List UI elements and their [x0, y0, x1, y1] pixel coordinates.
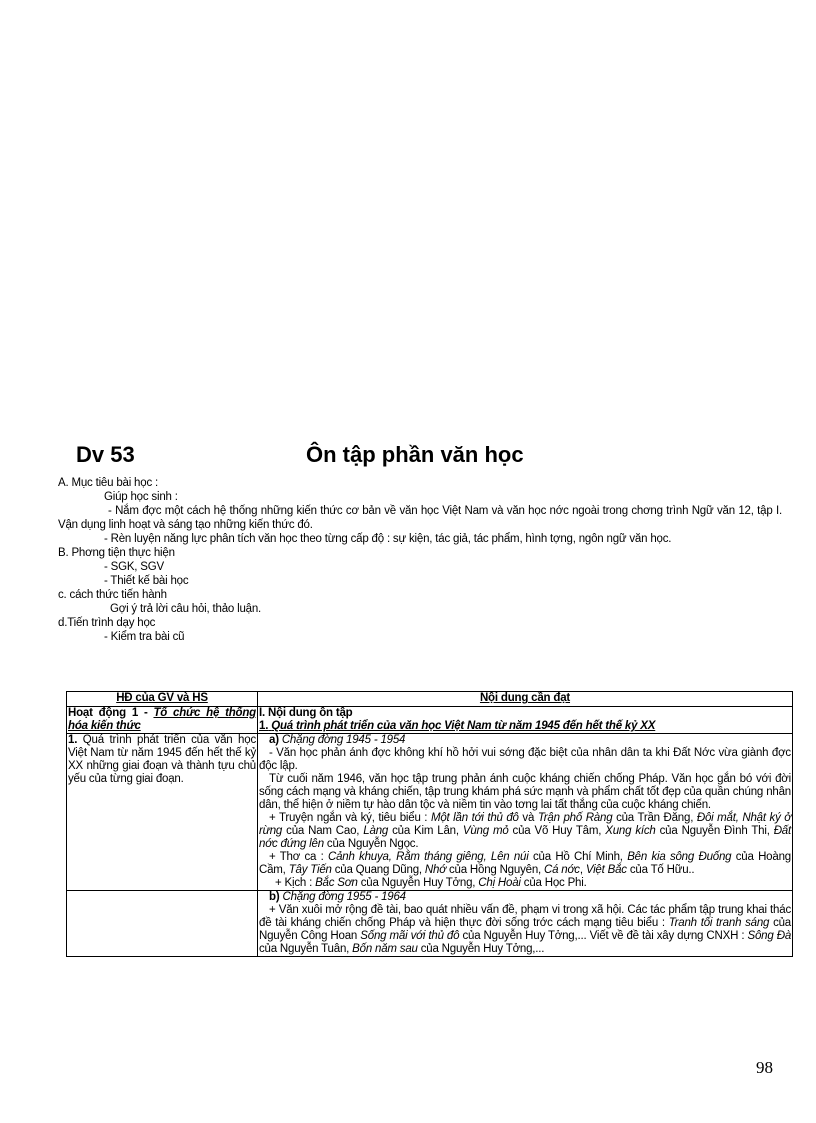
genre-label: + Văn xuôi mở rộng đề tài, bao quát nhiều vấn đề, phạm vi trong xã hội. Các tác phẩm tập trung khai thác đề tài kháng chiến chống Pháp và hiện thực đời sống trớc cách mạng tiêu biểu :	[259, 904, 791, 929]
activity-title: Tổ chức hệ thống hóa kiến thức	[68, 707, 256, 732]
text-fragment: của Võ Huy Tâm,	[512, 825, 602, 837]
text-fragment: của Nguyễn Tuân,	[259, 943, 350, 955]
text-fragment: của Quang Dũng,	[334, 864, 422, 876]
work-title: Đôi mắt, Nhật ký ở rừng	[259, 812, 792, 837]
subsection-heading: Quá trình phát triển của văn học Việt Nam từ năm 1945 đến hết thế kỷ XX	[271, 720, 656, 732]
work-title: Một lần tới thủ đô	[430, 812, 519, 824]
work-title: Bắc Sơn	[315, 877, 358, 889]
lesson-intro	[58, 476, 782, 644]
section-a-item: - Rèn luyện năng lực phân tích văn học theo từng cấp độ : sự kiện, tác giả, tác phẩm, hình tợng, ngôn ngữ văn học.	[104, 533, 672, 545]
text-fragment: của Hoàng Cầm,	[259, 851, 791, 876]
text-fragment: của Nguyễn Huy Tởng,... Viết về đề tài xây dựng CNXH :	[462, 930, 745, 942]
text-fragment: của Học Phi.	[523, 877, 587, 889]
section-heading: I. Nội dung ôn tập	[259, 707, 353, 719]
content-cell	[258, 707, 793, 734]
lesson-code: Dv 53	[76, 442, 135, 467]
work-title: Nhớ	[424, 864, 446, 876]
content-paragraph	[259, 904, 791, 956]
text-fragment: của Hồ Chí Minh,	[532, 851, 623, 863]
work-title: Làng	[363, 825, 389, 837]
activity-label: Hoạt động 1 -	[68, 707, 148, 719]
content-paragraph: Từ cuối năm 1946, văn học tập trung phản ánh cuộc kháng chiến chống Pháp. Văn học gắn bó với đời sống cách mạng và kháng chiến, tập trung khám phá sức mạnh và phẩm chất tốt đẹp của quần chúng nhân dân, thể hiện ở niềm tự hào dân tộc và niềm tin vào tơng lai tất thắng của cuộc kháng chiến.	[259, 773, 791, 811]
work-title: Bên kia sông Đuống	[627, 851, 732, 863]
section-b-item: - Thiết kế bài học	[104, 575, 189, 587]
work-title: Việt Bắc	[585, 864, 627, 876]
content-paragraph	[259, 877, 791, 890]
activity-cell	[67, 891, 258, 957]
text-fragment: của Tố Hữu..	[629, 864, 695, 876]
genre-label: + Thơ ca :	[269, 851, 324, 863]
section-d-item: - Kiểm tra bài cũ	[104, 631, 185, 643]
content-cell	[258, 734, 793, 891]
text-fragment: của Nam Cao,	[286, 825, 360, 837]
text-fragment: ,	[579, 864, 583, 876]
genre-label: + Truyện ngắn và ký, tiêu biểu :	[269, 812, 428, 824]
section-a-heading: A. Mục tiêu bài học :	[58, 477, 158, 489]
activity-text: Quá trình phát triển của văn học Việt Nam từ năm 1945 đến hết thế kỷ XX những giai đoạn và thành tựu chủ yếu của từng giai đoạn.	[68, 734, 256, 785]
text-fragment: của Trần Đăng,	[616, 812, 694, 824]
text-fragment: của Hồng Nguyên,	[448, 864, 542, 876]
section-c-item: Gợi ý trả lời câu hỏi, thảo luận.	[110, 603, 262, 615]
lesson-table	[66, 691, 793, 957]
page-number: 98	[756, 1058, 773, 1077]
content-paragraph	[259, 851, 791, 877]
work-title: Vùng mỏ	[462, 825, 509, 837]
stage-label: b)	[269, 891, 280, 903]
activity-cell	[67, 734, 258, 891]
genre-label: + Kịch :	[275, 877, 313, 889]
table-row	[67, 734, 793, 891]
work-title: Sông Đà	[747, 930, 792, 942]
work-title: Cảnh khuya, Rằm tháng giêng, Lên núi	[327, 851, 529, 863]
text-fragment: của Nguyễn Ngọc.	[326, 838, 419, 850]
work-title: Chị Hoài	[478, 877, 521, 889]
section-c-heading: c. cách thức tiến hành	[58, 589, 167, 601]
text-fragment: và	[522, 812, 535, 824]
content-paragraph: - Văn học phản ánh đợc không khí hồ hởi vui sớng đặc biệt của nhân dân ta khi Đất Nớc vừa giành đợc độc lập.	[259, 747, 791, 772]
col-header-content: Nội dung cần đạt	[258, 692, 793, 707]
section-a-item: - Nắm đợc một cách hệ thống những kiến thức cơ bản về văn học Việt Nam và văn học nớc ngoài trong chơng trình Ngữ văn 12, tập I. Vận dụng linh hoạt và sáng tạo những kiến thức đó.	[58, 505, 782, 531]
table-row	[67, 707, 793, 734]
col-header-activities: HĐ của GV và HS	[67, 692, 258, 707]
text-fragment: của Nguyễn Công Hoan	[259, 917, 792, 942]
work-title: Tranh tối tranh sáng	[668, 917, 770, 929]
work-title: Sống mãi với thủ đô	[360, 930, 460, 942]
content-paragraph	[259, 812, 791, 851]
text-fragment: của Nguyễn Huy Tởng,	[360, 877, 476, 889]
table-header-row	[67, 692, 793, 707]
section-b-heading: B. Phơng tiện thực hiện	[58, 547, 175, 559]
table-row	[67, 891, 793, 957]
subsection-number: 1.	[259, 720, 269, 732]
stage-heading: Chặng đờng 1945 - 1954	[281, 734, 406, 746]
stage-heading: Chặng đờng 1955 - 1964	[282, 891, 406, 903]
section-d-heading: d.Tiến trình dạy học	[58, 617, 156, 629]
stage-label: a)	[269, 734, 279, 746]
page-title: Ôn tập phần văn học	[306, 442, 524, 467]
work-title: Trận phố Ràng	[537, 812, 613, 824]
work-title: Đất nớc đứng lên	[259, 825, 791, 850]
item-number: 1.	[68, 734, 78, 746]
activity-cell	[67, 707, 258, 734]
content-cell	[258, 891, 793, 957]
section-b-item: - SGK, SGV	[104, 561, 164, 573]
work-title: Bốn năm sau	[352, 943, 418, 955]
work-title: Cá nớc	[544, 864, 580, 876]
text-fragment: của Nguyễn Huy Tởng,...	[420, 943, 545, 955]
work-title: Xung kích	[605, 825, 656, 837]
text-fragment: của Nguyễn Đình Thi,	[659, 825, 770, 837]
text-fragment: của Kim Lân,	[392, 825, 459, 837]
work-title: Tây Tiến	[288, 864, 332, 876]
section-a-sub: Giúp học sinh :	[104, 491, 178, 503]
